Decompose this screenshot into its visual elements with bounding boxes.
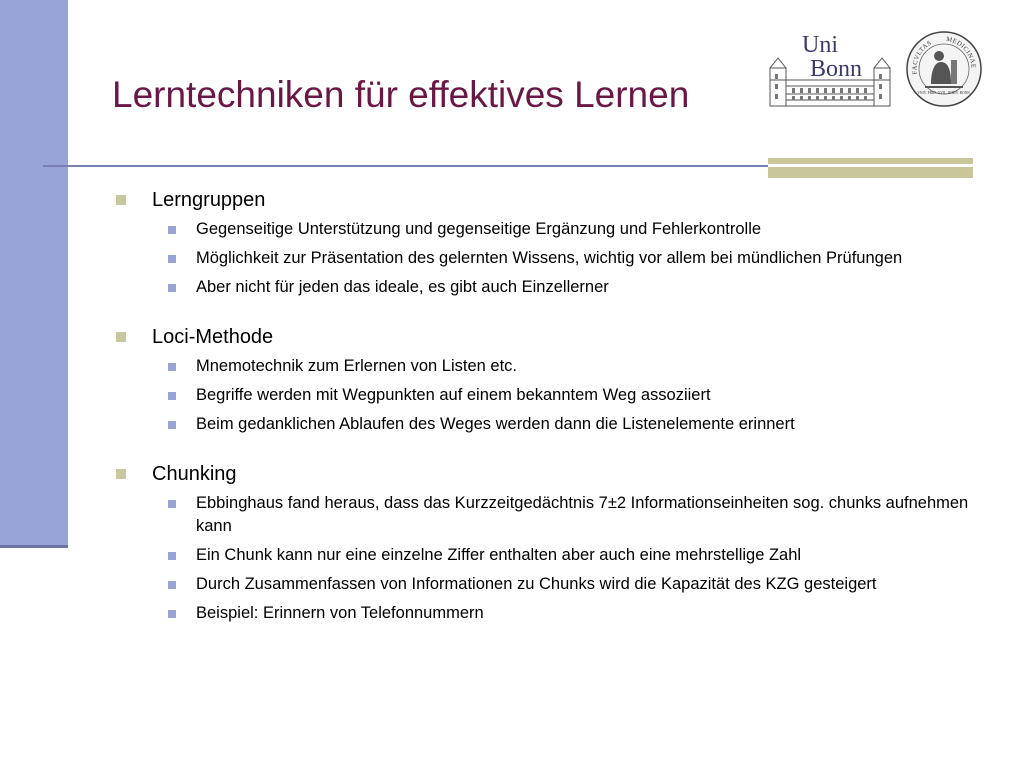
olive-accent-bar xyxy=(768,158,973,178)
sub-bullet-text: Beispiel: Erinnern von Telefonnummern xyxy=(196,604,484,622)
sub-bullet-text: Gegenseitige Unterstützung und gegenseitige Ergänzung und Fehlerkontrolle xyxy=(196,220,762,238)
square-bullet-icon xyxy=(168,255,176,263)
square-bullet-icon xyxy=(168,421,176,429)
square-bullet-icon xyxy=(168,392,176,400)
sub-bullet xyxy=(112,384,972,407)
logo-text-bonn: Bonn xyxy=(810,56,863,82)
logo-text-uni: Uni xyxy=(802,32,838,58)
square-bullet-icon xyxy=(168,581,176,589)
bullet-heading-text: Loci-Methode xyxy=(152,326,274,348)
seal-text-right: MEDICINAE xyxy=(945,35,977,69)
sub-bullet-text: Möglichkeit zur Präsentation des gelernten Wissens, wichtig vor allem bei mündlichen Prüfungen xyxy=(196,249,903,267)
bullet-list xyxy=(112,186,972,649)
bullet-heading xyxy=(112,460,972,488)
sub-bullet-text: Begriffe werden mit Wegpunkten auf einem bekanntem Weg assoziiert xyxy=(196,386,711,404)
sub-bullet xyxy=(112,413,972,436)
square-bullet-icon xyxy=(168,226,176,234)
square-bullet-icon xyxy=(116,469,126,479)
left-accent-bar xyxy=(0,0,68,548)
section-loci-methode xyxy=(112,323,972,436)
square-bullet-icon xyxy=(168,610,176,618)
uni-bonn-logo xyxy=(766,30,894,110)
sub-bullet-text: Durch Zusammenfassen von Informationen zu Chunks wird die Kapazität des KZG gesteigert xyxy=(196,575,877,593)
sub-bullet xyxy=(112,218,972,241)
seal-text-bottom: VNIV. FRID. GVIL. RHEN. BONN. xyxy=(917,91,971,95)
section-chunking xyxy=(112,460,972,625)
bullet-heading xyxy=(112,323,972,351)
section-lerngruppen xyxy=(112,186,972,299)
bullet-heading-text: Chunking xyxy=(152,463,237,485)
sub-bullet-text: Ein Chunk kann nur eine einzelne Ziffer enthalten aber auch eine mehrstellige Zahl xyxy=(196,546,802,564)
sub-bullet xyxy=(112,492,972,538)
sub-bullet-text: Aber nicht für jeden das ideale, es gibt auch Einzellerner xyxy=(196,278,609,296)
sub-bullet-text: Mnemotechnik zum Erlernen von Listen etc. xyxy=(196,357,517,375)
sub-bullet xyxy=(112,247,972,270)
square-bullet-icon xyxy=(168,363,176,371)
square-bullet-icon xyxy=(116,195,126,205)
sub-bullet xyxy=(112,355,972,378)
slide-title: Lerntechniken für effektives Lernen xyxy=(112,74,690,115)
sub-bullet-text: Beim gedanklichen Ablaufen des Weges werden dann die Listenelemente erinnert xyxy=(196,415,795,433)
bullet-heading-text: Lerngruppen xyxy=(152,189,266,211)
sub-bullet xyxy=(112,602,972,625)
sub-bullet xyxy=(112,573,972,596)
sub-bullet xyxy=(112,276,972,299)
faculty-seal-logo xyxy=(905,30,983,108)
square-bullet-icon xyxy=(168,552,176,560)
square-bullet-icon xyxy=(168,500,176,508)
square-bullet-icon xyxy=(116,332,126,342)
square-bullet-icon xyxy=(168,284,176,292)
sub-bullet-text: Ebbinghaus fand heraus, dass das Kurzzeitgedächtnis 7±2 Informationseinheiten sog. chunks aufnehmen kann xyxy=(196,494,969,535)
sub-bullet xyxy=(112,544,972,567)
bullet-heading xyxy=(112,186,972,214)
seal-text-left: FACVLTAS xyxy=(911,39,933,75)
